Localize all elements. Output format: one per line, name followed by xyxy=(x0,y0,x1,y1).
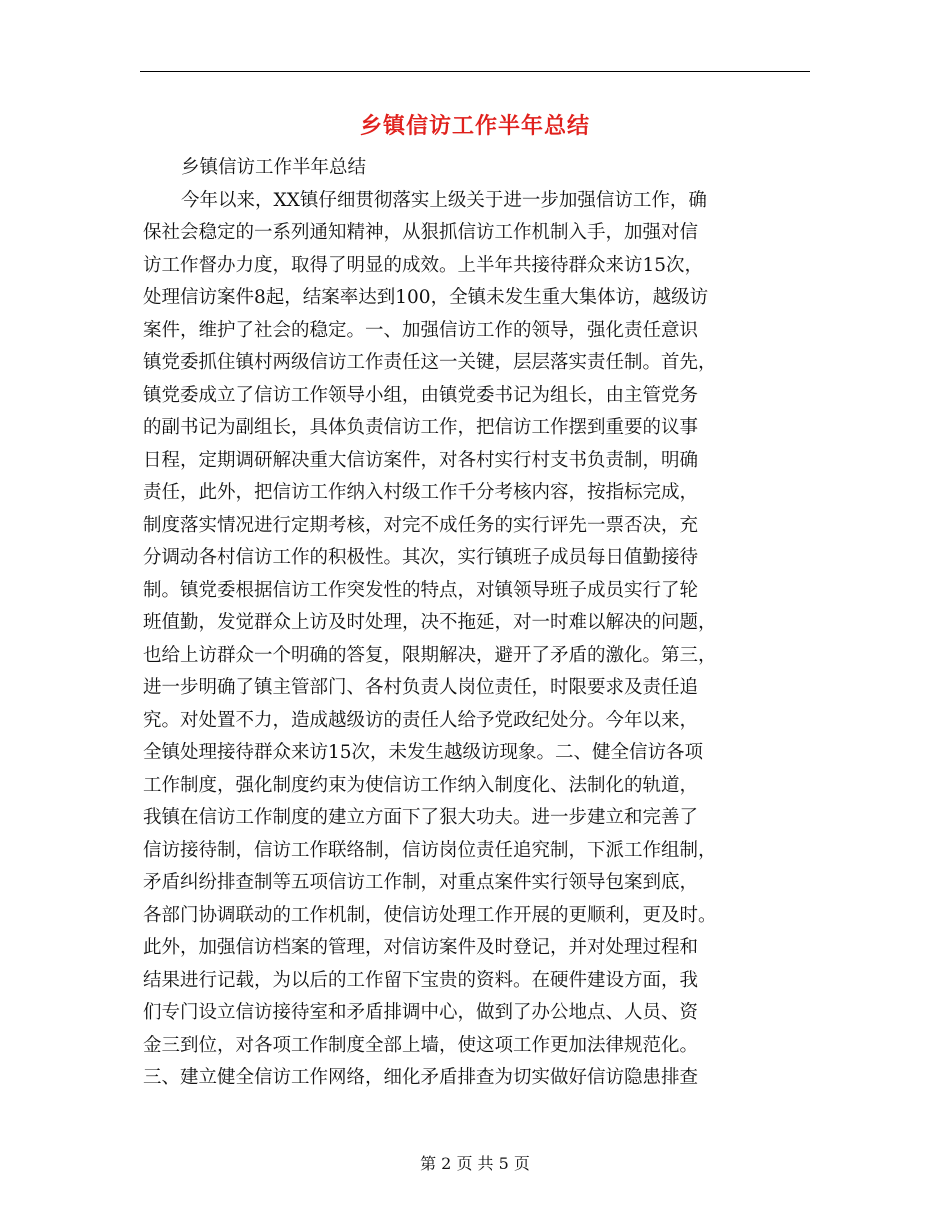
body-text-line: 矛盾纠纷排查制等五项信访工作制，对重点案件实行领导包案到底， xyxy=(143,872,699,893)
page-number: 第 2 页 共 5 页 xyxy=(420,1154,530,1173)
body-text-line: 处理信访案件8起，结案率达到100，全镇未发生重大集体访，越级访 xyxy=(143,287,709,308)
body-text-line: 镇党委成立了信访工作领导小组，由镇党委书记为组长，由主管党务 xyxy=(143,384,699,406)
body-text-line: 也给上访群众一个明确的答复，限期解决，避开了矛盾的激化。第三， xyxy=(143,644,717,666)
header-rule xyxy=(140,71,810,72)
body-text-line: 今年以来，XX镇仔细贯彻落实上级关于进一步加强信访工作，确 xyxy=(181,189,707,211)
body-text-line: 结果进行记载，为以后的工作留下宝贵的资料。在硬件建设方面，我 xyxy=(143,969,699,991)
body-text-line: 镇党委抓住镇村两级信访工作责任这一关键，层层落实责任制。首先， xyxy=(143,352,717,373)
body-text-line: 我镇在信访工作制度的建立方面下了狠大功夫。进一步建立和完善了 xyxy=(143,807,699,828)
body-text-line: 信访接待制，信访工作联络制，信访岗位责任追究制，下派工作组制， xyxy=(143,839,717,861)
body-text-line: 三、建立健全信访工作网络，细化矛盾排查为切实做好信访隐患排查 xyxy=(143,1067,699,1088)
body-text-line: 案件，维护了社会的稳定。一、加强信访工作的领导，强化责任意识 xyxy=(143,319,699,341)
body-text-line: 们专门设立信访接待室和矛盾排调中心，做到了办公地点、人员、资 xyxy=(143,1002,699,1023)
body-text-line: 保社会稳定的一系列通知精神，从狠抓信访工作机制入手，加强对信 xyxy=(143,222,699,243)
document-body xyxy=(143,152,823,1095)
body-text-line: 全镇处理接待群众来访15次，未发生越级访现象。二、健全信访各项 xyxy=(143,742,704,763)
body-text-line: 各部门协调联动的工作机制，使信访处理工作开展的更顺利，更及时。 xyxy=(143,904,717,926)
body-text-line: 分调动各村信访工作的积极性。其次，实行镇班子成员每日值勤接待 xyxy=(143,547,699,568)
body-text-line: 制度落实情况进行定期考核，对完不成任务的实行评先一票否决，充 xyxy=(143,514,699,536)
body-text-line: 班值勤，发觉群众上访及时处理，决不拖延，对一时难以解决的问题， xyxy=(143,612,717,633)
body-text-line: 究。对处置不力，造成越级访的责任人给予党政纪处分。今年以来， xyxy=(143,709,699,731)
document-title: 乡镇信访工作半年总结 xyxy=(359,113,590,139)
body-text-line: 日程，定期调研解决重大信访案件，对各村实行村支书负责制，明确 xyxy=(143,449,699,471)
body-text-line: 的副书记为副组长，具体负责信访工作，把信访工作摆到重要的议事 xyxy=(143,417,699,438)
body-text-line: 此外，加强信访档案的管理，对信访案件及时登记，并对处理过程和 xyxy=(143,937,699,958)
body-text-line: 制。镇党委根据信访工作突发性的特点，对镇领导班子成员实行了轮 xyxy=(143,579,699,601)
body-text-line: 工作制度，强化制度约束为使信访工作纳入制度化、法制化的轨道， xyxy=(143,774,699,796)
body-text-line: 进一步明确了镇主管部门、各村负责人岗位责任，时限要求及责任追 xyxy=(143,677,699,698)
body-text-line: 责任，此外，把信访工作纳入村级工作千分考核内容，按指标完成， xyxy=(143,482,699,503)
body-subtitle: 乡镇信访工作半年总结 xyxy=(181,157,367,178)
body-text-line: 金三到位，对各项工作制度全部上墙，使这项工作更加法律规范化。 xyxy=(143,1034,699,1056)
body-text-line: 访工作督办力度，取得了明显的成效。上半年共接待群众来访15次， xyxy=(143,254,704,276)
